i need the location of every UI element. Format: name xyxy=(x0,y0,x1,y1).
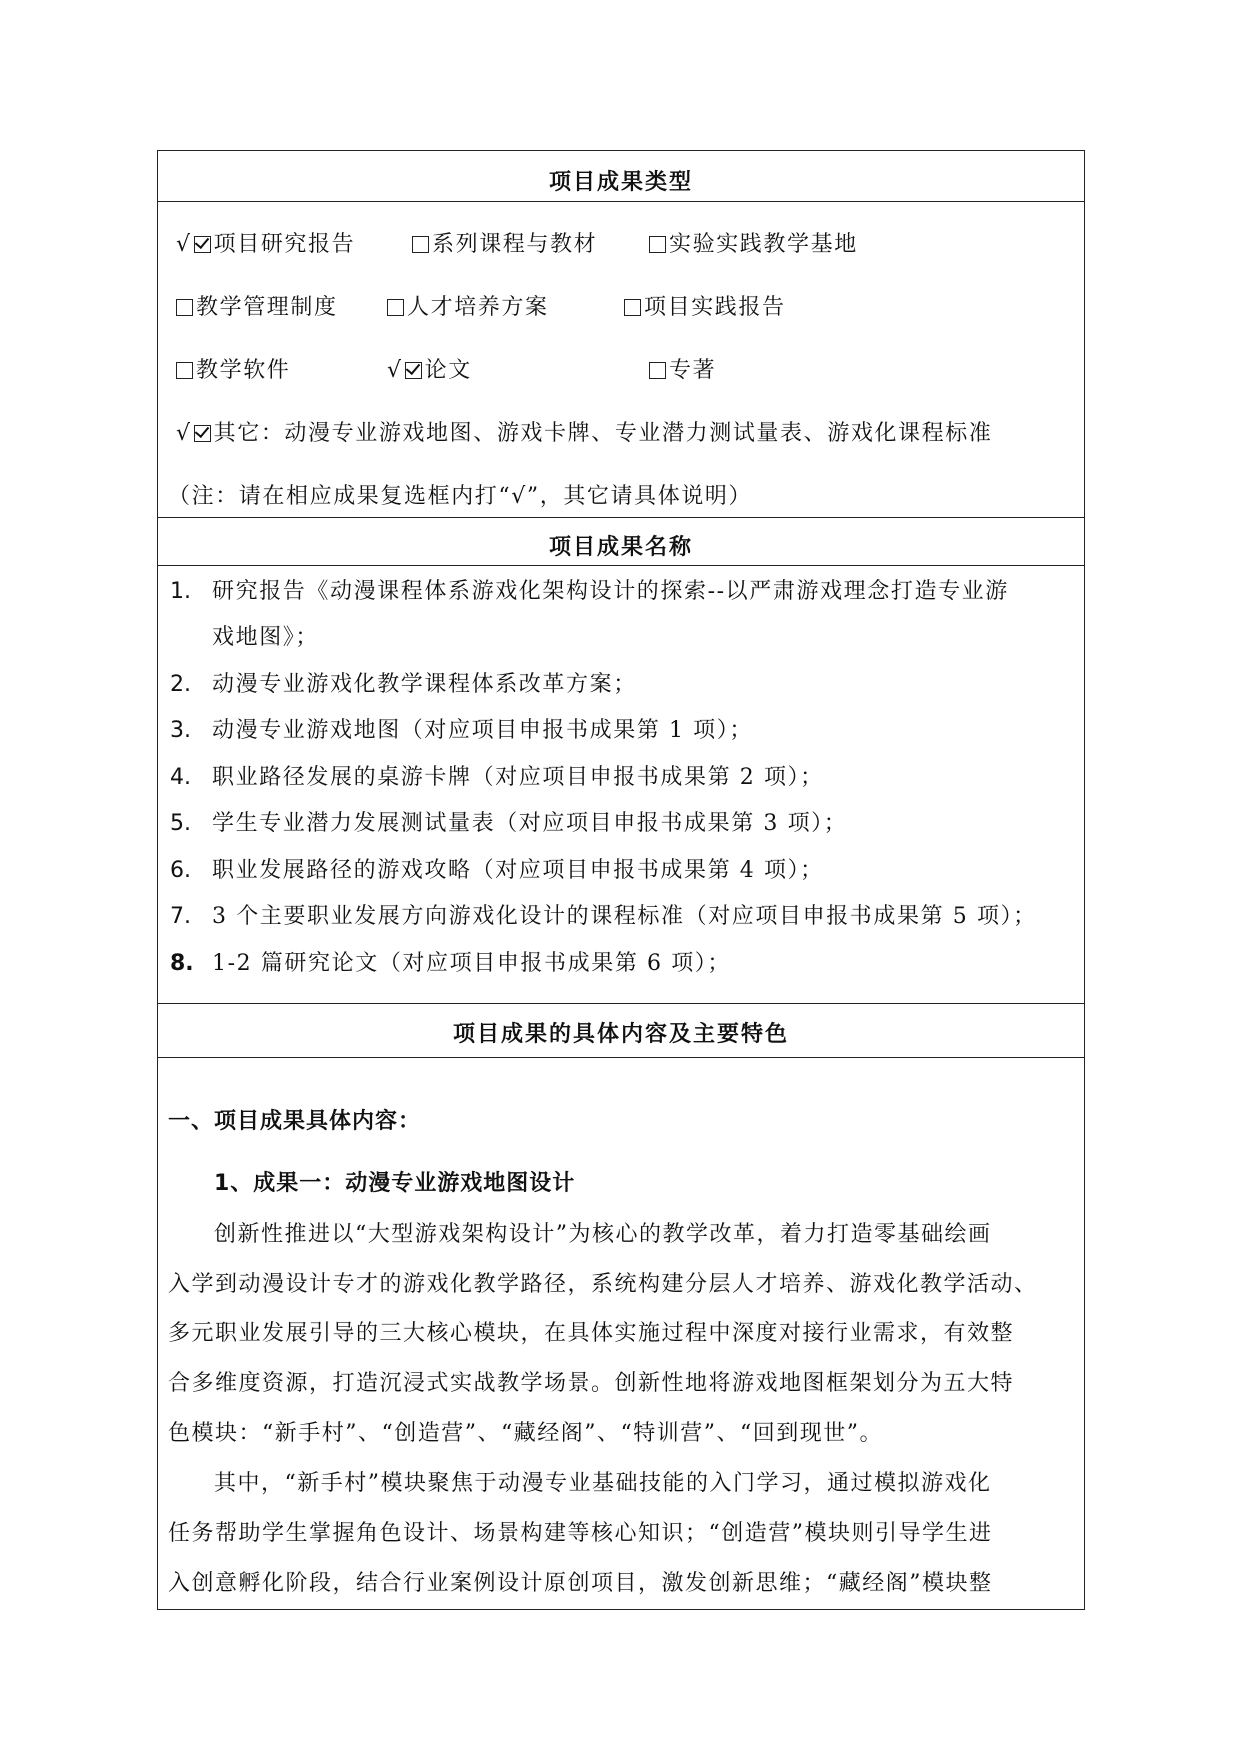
check-mark: √ xyxy=(176,232,192,257)
checkbox-icon[interactable] xyxy=(649,362,666,379)
list-item: 5. 学生专业潜力发展测试量表（对应项目申报书成果第 3 项）； xyxy=(170,811,848,836)
checkbox-icon[interactable] xyxy=(176,362,193,379)
check-mark: √ xyxy=(387,358,403,383)
divider xyxy=(158,1057,1084,1058)
checkbox-icon[interactable] xyxy=(649,236,666,253)
list-item: 6. 职业发展路径的游戏攻略（对应项目申报书成果第 4 项）； xyxy=(170,858,824,883)
form-table xyxy=(157,150,1085,1610)
divider xyxy=(158,565,1084,566)
list-item: 8. 1-2 篇研究论文（对应项目申报书成果第 6 项）； xyxy=(170,951,732,976)
option-paper[interactable] xyxy=(387,353,472,384)
divider xyxy=(158,517,1084,518)
option-research-report[interactable] xyxy=(176,227,355,258)
option-practice-report[interactable] xyxy=(624,290,786,321)
list-item: 7. 3 个主要职业发展方向游戏化设计的课程标准（对应项目申报书成果第 5 项）； xyxy=(170,904,1037,929)
list-item: 3. 动漫专业游戏地图（对应项目申报书成果第 1 项）； xyxy=(170,718,753,743)
option-course-materials[interactable] xyxy=(412,227,597,258)
option-monograph[interactable] xyxy=(649,353,716,384)
bottom-border xyxy=(158,1609,1084,1610)
option-label: 教学管理制度 xyxy=(196,295,338,320)
list-item-continuation: 戏地图》； xyxy=(212,625,320,650)
paragraph-line: 入创意孵化阶段，结合行业案例设计原创项目，激发创新思维；“藏经阁”模块整 xyxy=(168,1571,993,1596)
option-label: 人才培养方案 xyxy=(407,295,549,320)
option-label: 其它：动漫专业游戏地图、游戏卡牌、专业潜力测试量表、游戏化课程标准 xyxy=(213,421,993,446)
option-label: 实验实践教学基地 xyxy=(669,232,858,257)
paragraph-line: 任务帮助学生掌握角色设计、场景构建等核心知识；“创造营”模块则引导学生进 xyxy=(168,1521,993,1546)
option-training-plan[interactable] xyxy=(387,290,549,321)
checkbox-icon[interactable] xyxy=(412,236,429,253)
list-item: 1. 研究报告《动漫课程体系游戏化架构设计的探索--以严肃游戏理念打造专业游 xyxy=(170,579,1009,604)
option-management-system[interactable] xyxy=(176,290,338,321)
option-practice-base[interactable] xyxy=(649,227,858,258)
section-title-result-type: 项目成果类型 xyxy=(548,170,693,195)
section-title-content-features: 项目成果的具体内容及主要特色 xyxy=(452,1022,789,1047)
option-label: 专著 xyxy=(669,358,717,383)
option-software[interactable] xyxy=(176,353,290,384)
paragraph-line: 入学到动漫设计专才的游戏化教学路径，系统构建分层人才培养、游戏化教学活动、 xyxy=(168,1272,1038,1297)
paragraph-line: 其中，“新手村”模块聚焦于动漫专业基础技能的入门学习，通过模拟游戏化 xyxy=(214,1471,992,1496)
heading-level1: 一、项目成果具体内容： xyxy=(168,1109,422,1134)
paragraph-line: 创新性推进以“大型游戏架构设计”为核心的教学改革，着力打造零基础绘画 xyxy=(214,1222,992,1247)
divider xyxy=(158,201,1084,202)
check-mark: √ xyxy=(176,421,192,446)
option-other[interactable] xyxy=(176,416,992,447)
option-label: 系列课程与教材 xyxy=(432,232,598,257)
option-label: 教学软件 xyxy=(196,358,291,383)
heading-level2: 1、成果一：动漫专业游戏地图设计 xyxy=(214,1171,576,1196)
divider xyxy=(158,1003,1084,1004)
list-item: 4. 职业路径发展的桌游卡牌（对应项目申报书成果第 2 项）； xyxy=(170,765,824,790)
checkbox-icon[interactable] xyxy=(624,299,641,316)
section-title-result-name: 项目成果名称 xyxy=(548,535,693,560)
option-label: 项目研究报告 xyxy=(213,232,356,257)
instruction-note: （注：请在相应成果复选框内打“√”，其它请具体说明） xyxy=(168,484,753,509)
paragraph-line: 多元职业发展引导的三大核心模块，在具体实施过程中深度对接行业需求，有效整 xyxy=(168,1321,1015,1346)
checkbox-icon[interactable] xyxy=(387,299,404,316)
paragraph-line: 合多维度资源，打造沉浸式实战教学场景。创新性地将游戏地图框架划分为五大特 xyxy=(168,1371,1015,1396)
checkbox-checked-icon[interactable] xyxy=(194,236,211,253)
checkbox-checked-icon[interactable] xyxy=(194,425,211,442)
option-label: 项目实践报告 xyxy=(644,295,786,320)
option-label: 论文 xyxy=(424,358,472,383)
paragraph-line: 色模块：“新手村”、“创造营”、“藏经阁”、“特训营”、“回到现世”。 xyxy=(168,1421,883,1446)
list-item: 2. 动漫专业游戏化教学课程体系改革方案； xyxy=(170,672,637,697)
checkbox-icon[interactable] xyxy=(176,299,193,316)
checkbox-checked-icon[interactable] xyxy=(405,362,422,379)
